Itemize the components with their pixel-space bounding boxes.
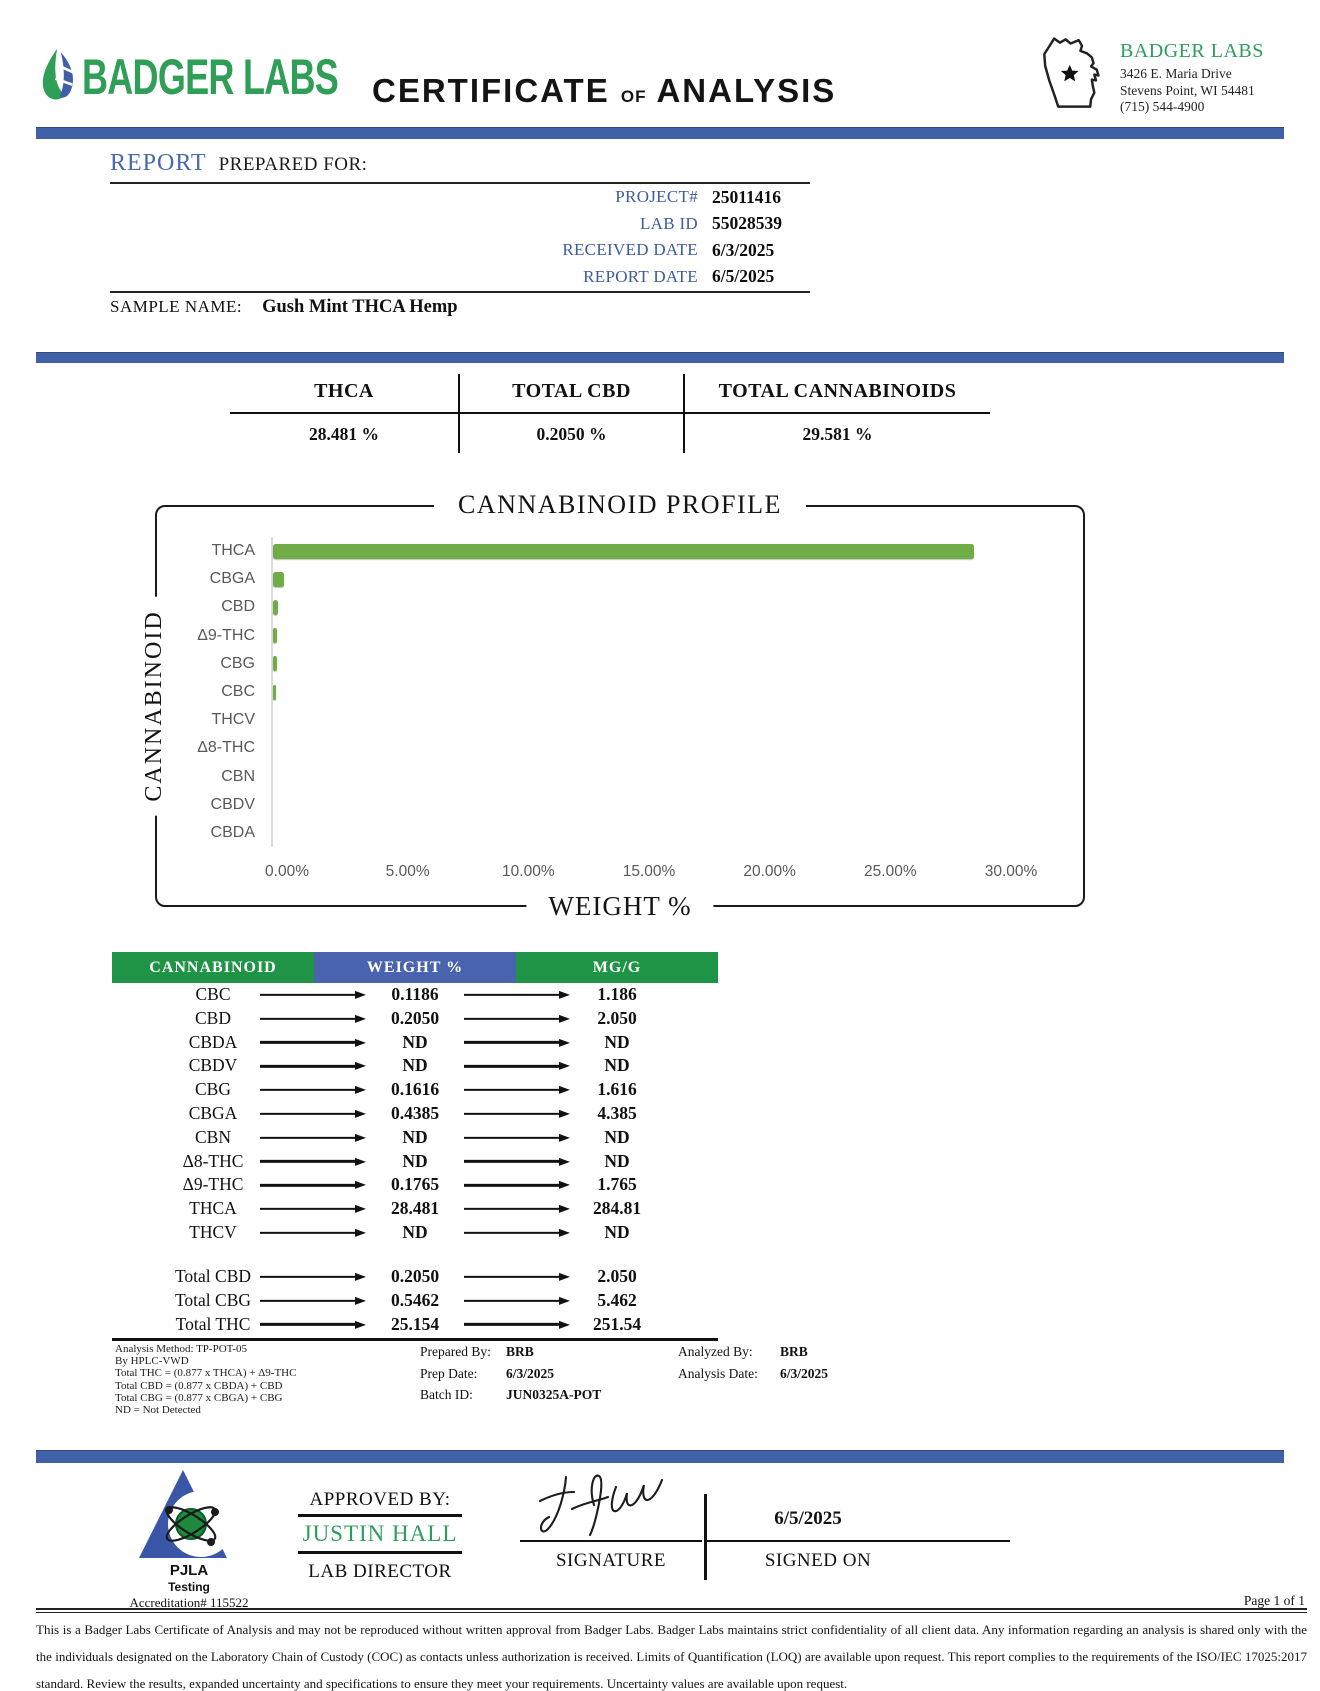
report-prepared-for-heading	[110, 150, 810, 184]
chart-bar-row	[171, 734, 1011, 762]
column-header-weight-percent: WEIGHT %	[314, 952, 516, 983]
lab-address-line2: Stevens Point, WI 54481	[1120, 82, 1255, 98]
title-word-certificate: CERTIFICATE	[372, 72, 610, 109]
weight-percent-value: 0.1765	[390, 1174, 440, 1195]
prepared-for-label: PREPARED FOR:	[218, 154, 368, 175]
weight-percent-value: 0.2050	[390, 1266, 440, 1286]
prepared-field-row	[420, 1344, 601, 1366]
sample-name-row	[110, 297, 458, 318]
report-fields	[110, 184, 810, 290]
chart-bar-row	[171, 537, 1011, 565]
weight-percent-value: ND	[402, 1221, 428, 1242]
pjla-name: PJLA	[169, 1562, 209, 1579]
method-note-line: Total CBG = (0.877 x CBGA) + CBG	[115, 1391, 283, 1404]
chart-bar-track	[271, 734, 1011, 762]
method-note-line: Total CBD = (0.877 x CBDA) + CBD	[115, 1379, 283, 1392]
cannabinoid-name: CBG	[195, 1079, 231, 1100]
x-tick-label: 10.00%	[502, 863, 555, 880]
mg-g-value: 2.050	[597, 1007, 637, 1028]
mg-g-value: 1.616	[597, 1079, 637, 1100]
prepared-field-value: BRB	[506, 1344, 534, 1359]
summary-total-cbd-label: TOTAL CBD	[460, 374, 683, 414]
chart-title: CANNABINOID PROFILE	[434, 490, 806, 520]
chart-bar-track	[271, 565, 1011, 593]
chart-category-label: CBDV	[210, 795, 255, 813]
results-table-totals	[112, 1265, 718, 1341]
mg-g-value: 5.462	[597, 1289, 637, 1310]
pjla-testing-label: Testing	[168, 1580, 210, 1594]
table-row	[112, 1054, 718, 1078]
weight-percent-value: 0.1186	[391, 984, 439, 1004]
report-date-label: REPORT DATE	[583, 266, 698, 286]
mg-g-value: 2.050	[597, 1266, 637, 1286]
cannabinoid-name: Total THC	[175, 1313, 251, 1334]
report-date-row	[110, 264, 810, 291]
signature-date-divider	[704, 1494, 707, 1580]
table-row	[112, 1289, 718, 1313]
cannabinoid-name: CBDV	[188, 1055, 238, 1076]
cannabinoid-name: CBGA	[188, 1102, 238, 1123]
chart-category-label: CBDA	[210, 823, 255, 841]
lab-address-line1: 3426 E. Maria Drive	[1120, 66, 1232, 81]
cannabinoid-name: THCV	[189, 1221, 237, 1242]
prepared-field-label: Prep Date:	[420, 1365, 478, 1381]
summary-total-cannabinoids-value: 29.581 %	[802, 424, 873, 444]
rule-under-fields	[110, 291, 810, 293]
prepared-field-value: JUN0325A-POT	[506, 1387, 602, 1403]
chart-bar-row	[171, 706, 1011, 734]
chart-bar	[273, 656, 277, 671]
pjla-accreditation-logo	[133, 1466, 245, 1565]
weight-percent-value: ND	[402, 1031, 428, 1052]
mg-g-value: ND	[604, 1221, 630, 1242]
chart-bar-track	[271, 763, 1011, 791]
summary-total-cannabinoids-label: TOTAL CANNABINOIDS	[685, 374, 990, 414]
table-row	[112, 1126, 718, 1150]
analysis-method-notes	[115, 1343, 296, 1416]
lab-id-row	[110, 211, 810, 238]
chart-bar-row	[171, 791, 1011, 819]
method-note-line: ND = Not Detected	[115, 1404, 201, 1417]
received-date-row	[110, 237, 810, 264]
chart-category-label: CBGA	[209, 570, 255, 588]
weight-percent-value: 0.4385	[390, 1102, 440, 1123]
mg-g-value: 1.186	[597, 984, 637, 1004]
chart-bar	[273, 600, 278, 615]
approval-block	[298, 1489, 462, 1583]
chart-bar-track	[271, 678, 1011, 706]
chart-bar-track	[271, 791, 1011, 819]
prepared-by-block	[420, 1344, 601, 1409]
weight-percent-value: ND	[402, 1055, 428, 1076]
mg-g-value: 4.385	[597, 1102, 637, 1123]
table-row	[112, 1265, 718, 1289]
cannabinoid-name: CBDA	[188, 1031, 238, 1052]
sample-name-label: SAMPLE NAME:	[110, 297, 243, 316]
x-tick-label: 30.00%	[984, 863, 1038, 880]
sample-name-value: Gush Mint THCA Hemp	[262, 297, 458, 317]
title-word-of: of	[620, 81, 647, 108]
approver-name: JUSTIN HALL	[298, 1517, 462, 1554]
summary-total-cbd-column	[460, 374, 685, 453]
weight-percent-value: 0.1616	[390, 1079, 440, 1100]
method-note-line: Analysis Method: TP-POT-05	[115, 1343, 248, 1355]
cannabinoid-name: Δ9-THC	[182, 1174, 244, 1195]
chart-bar-track	[271, 650, 1011, 678]
cannabinoid-name: Total CBD	[174, 1266, 252, 1286]
weight-percent-value: ND	[402, 1150, 428, 1171]
chart-bar-track	[271, 622, 1011, 650]
mg-g-value: ND	[604, 1031, 630, 1052]
lab-phone: (715) 544-4900	[1120, 99, 1205, 114]
lab-id-value: 55028539	[712, 213, 782, 234]
project-number-label: PROJECT#	[615, 187, 698, 207]
chart-bar-row	[171, 622, 1011, 650]
chart-bar-row	[171, 650, 1011, 678]
cannabinoid-name: CBD	[195, 1007, 231, 1028]
signature-label: SIGNATURE	[555, 1550, 667, 1571]
analyzed-field-label: Analysis Date:	[678, 1365, 758, 1381]
chart-bar-row	[171, 678, 1011, 706]
chart-bar-track	[271, 706, 1011, 734]
title-word-analysis: ANALYSIS	[656, 72, 837, 109]
cannabinoid-name: CBN	[195, 1126, 231, 1147]
method-note-line: By HPLC-VWD	[115, 1355, 189, 1368]
project-number-value: 25011416	[712, 186, 782, 207]
report-date-value: 6/5/2025	[712, 266, 775, 287]
chart-category-label: THCA	[211, 542, 255, 560]
table-row	[112, 1197, 718, 1221]
report-word: REPORT	[110, 150, 207, 176]
lab-name: BADGER LABS	[1120, 40, 1264, 62]
summary-total-cbd-value: 0.2050 %	[536, 424, 607, 444]
table-row	[112, 1007, 718, 1031]
divider-bar-top	[36, 127, 1284, 139]
table-row	[112, 1078, 718, 1102]
badger-labs-leaf-logo-icon	[38, 46, 80, 109]
cannabinoid-name: Total CBG	[174, 1289, 252, 1310]
x-tick-label: 15.00%	[622, 863, 676, 880]
table-row	[112, 1102, 718, 1126]
mg-g-value: ND	[604, 1150, 630, 1171]
lab-id-label: LAB ID	[640, 213, 698, 233]
prepared-field-row	[420, 1366, 601, 1388]
analyzed-field-row	[678, 1344, 828, 1366]
summary-thca-value: 28.481 %	[309, 424, 379, 444]
prepared-field-value: 6/3/2025	[506, 1365, 555, 1381]
summary-table	[230, 374, 990, 453]
divider-bar-footer	[36, 1450, 1284, 1463]
lab-contact-block	[1120, 40, 1310, 116]
chart-bar-row	[171, 593, 1011, 621]
chart-bar	[273, 572, 284, 587]
chart-bar-row	[171, 819, 1011, 847]
chart-category-label: CBN	[221, 767, 255, 785]
analyzed-field-value: BRB	[780, 1344, 808, 1359]
results-table-rows	[112, 983, 718, 1245]
prepared-field-row	[420, 1387, 601, 1409]
disclaimer-text: This is a Badger Labs Certificate of Analysis and may not be reproduced without written approval from Badger Labs. Badger Labs maintains strict confidentiality of all client data. Any information regarding an analysis is shared only with the the individuals designated on the Laboratory Chain of Custody (COC) as contacts unless authorization is received. Limits of Quantification (LOQ) are available upon request. This report complies to the requirements of the ISO/IEC 17025:2017 standard. Review the results, expanded uncertainty and specifications to ensure they meet your requirements. Uncertainty values are available upon request.	[36, 1622, 1307, 1691]
table-row	[112, 1150, 718, 1174]
results-table-header	[112, 952, 718, 983]
analyzed-by-block	[678, 1344, 828, 1387]
table-row	[112, 1173, 718, 1197]
chart-category-label: CBG	[220, 654, 255, 672]
chart-bar-track	[271, 819, 1011, 847]
column-header-cannabinoid: CANNABINOID	[112, 952, 314, 983]
chart-bar	[273, 628, 277, 643]
chart-category-label: THCV	[211, 711, 255, 729]
received-date-value: 6/3/2025	[712, 239, 775, 260]
weight-percent-value: 25.154	[390, 1313, 440, 1334]
chart-category-label: Δ9-THC	[197, 626, 255, 644]
chart-bar-track	[271, 593, 1011, 621]
prepared-field-label: Batch ID:	[420, 1387, 473, 1403]
signed-on-date: 6/5/2025	[774, 1508, 842, 1529]
mg-g-value: ND	[604, 1055, 630, 1076]
received-date-label: RECEIVED DATE	[562, 240, 698, 260]
chart-bar	[273, 544, 974, 559]
summary-thca-column	[230, 374, 460, 453]
chart-bar	[273, 685, 276, 700]
analyzed-field-row	[678, 1366, 828, 1388]
cannabinoid-name: CBC	[195, 984, 231, 1004]
signature-line	[520, 1540, 702, 1542]
cannabinoid-profile-chart	[141, 490, 1085, 921]
mg-g-value: ND	[604, 1126, 630, 1147]
weight-percent-value: 28.481	[390, 1198, 440, 1219]
chart-y-axis-label: CANNABINOID	[140, 596, 169, 815]
page-number: Page 1 of 1	[1243, 1593, 1305, 1608]
cannabinoid-name: Δ8-THC	[182, 1150, 244, 1171]
signed-on-line	[706, 1540, 1010, 1542]
x-tick-label: 25.00%	[864, 863, 917, 880]
weight-percent-value: 0.2050	[390, 1007, 440, 1028]
chart-category-label: CBC	[221, 683, 255, 701]
chart-plot-area	[171, 537, 1011, 847]
weight-percent-value: ND	[402, 1126, 428, 1147]
mg-g-value: 251.54	[592, 1313, 642, 1334]
wisconsin-state-icon	[1032, 28, 1114, 123]
table-row	[112, 1221, 718, 1245]
chart-bar-row	[171, 763, 1011, 791]
chart-x-axis-ticks	[265, 863, 1038, 885]
weight-percent-value: 0.5462	[390, 1289, 440, 1310]
x-tick-label: 20.00%	[743, 863, 796, 880]
logo-wordmark: BADGER LABS	[82, 49, 339, 105]
summary-thca-label: THCA	[230, 374, 458, 414]
table-row	[112, 1031, 718, 1055]
x-tick-label: 5.00%	[385, 863, 430, 880]
chart-category-label: Δ8-THC	[197, 739, 255, 757]
chart-bar-row	[171, 565, 1011, 593]
x-tick-label: 0.00%	[265, 863, 309, 880]
method-note-line: Total THC = (0.877 x THCA) + Δ9-THC	[115, 1367, 297, 1380]
mg-g-value: 284.81	[592, 1198, 642, 1219]
bottom-rule	[36, 1608, 1307, 1613]
chart-bar-track	[271, 537, 1011, 565]
project-number-row	[110, 184, 810, 211]
column-header-mg-g: MG/G	[516, 952, 718, 983]
document-title	[372, 72, 836, 110]
table-row	[112, 1313, 718, 1337]
chart-category-label: CBD	[221, 598, 255, 616]
summary-total-cannabinoids-column	[685, 374, 990, 453]
chart-x-axis-label: WEIGHT %	[526, 891, 713, 922]
analyzed-field-label: Analyzed By:	[678, 1344, 753, 1359]
signed-on-label: SIGNED ON	[764, 1550, 872, 1571]
analyzed-field-value: 6/3/2025	[780, 1365, 829, 1381]
table-row	[112, 983, 718, 1007]
signature-image	[528, 1465, 696, 1542]
prepared-field-label: Prepared By:	[420, 1344, 491, 1359]
cannabinoid-name: THCA	[189, 1198, 237, 1219]
accreditation-number: Accreditation# 115522	[129, 1595, 249, 1610]
mg-g-value: 1.765	[597, 1174, 637, 1195]
approved-by-label: APPROVED BY:	[298, 1489, 462, 1517]
divider-bar-middle	[36, 352, 1284, 363]
approver-title: LAB DIRECTOR	[308, 1561, 452, 1582]
